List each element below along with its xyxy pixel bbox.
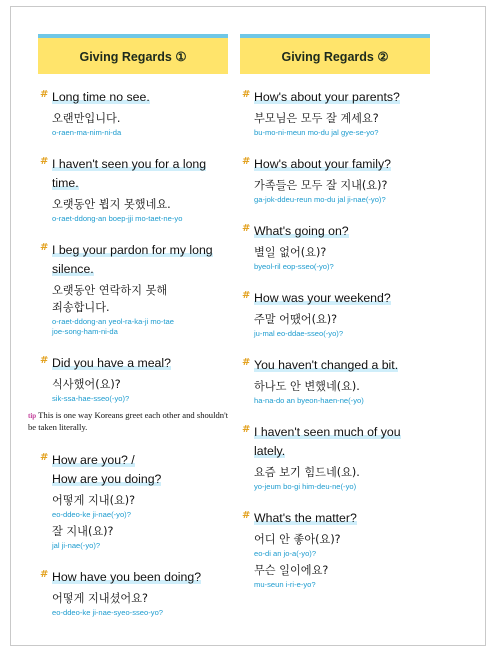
bullet-icon: # [40,242,49,253]
korean-phrase: 오랜만입니다. [52,112,121,125]
romanization: bu-mo-ni-meun mo-du jal gye-se-yo? [254,128,379,137]
bullet-icon: # [242,89,251,100]
romanization: ju-mal eo-ddae-sseo(-yo)? [254,329,344,338]
korean-phrase: 어디 안 좋아(요)? [254,533,341,546]
phrase-entry [242,509,430,590]
section-header-left [38,34,228,74]
korean-phrase: 식사했어(요)? [52,378,121,391]
korean-phrase: 어떻게 지내셨어요? [52,592,148,605]
bullet-icon: # [40,89,49,100]
romanization: eo-ddeo-ke ji-nae-syeo-sseo-yo? [52,608,164,617]
bullet-icon: # [242,510,251,521]
phrase-entry [242,155,430,205]
english-phrase: You haven't changed a bit. [254,358,399,372]
romanization: o-raet-ddong-an yeol-ra-ka-ji mo-tae joe-song-ham-ni-da [52,317,174,336]
phrase-entry [40,451,228,551]
english-phrase: How's about your family? [254,157,391,171]
korean-phrase: 별일 없어(요)? [254,246,327,259]
bullet-icon: # [242,156,251,167]
korean-phrase: 어떻게 지내(요)? [52,494,136,507]
english-phrase: I haven't seen you for a long time. [52,157,207,190]
bullet-icon: # [40,156,49,167]
romanization: ga-jok-ddeu-reun mo-du jal ji-nae(-yo)? [254,195,386,204]
section-title: Giving Regards ① [79,49,187,64]
english-phrase: Long time no see. [52,90,150,104]
phrase-entry [242,88,430,138]
phrase-entry [40,155,228,224]
bullet-icon: # [242,424,251,435]
korean-phrase-alt: 잘 지내(요)? [52,525,114,538]
korean-phrase: 가족들은 모두 잘 지내(요)? [254,179,388,192]
phrase-list-right [240,74,430,590]
korean-phrase: 주말 어땠어(요)? [254,313,338,326]
tip-icon: tip [28,412,37,420]
korean-phrase: 오랫동안 뵙지 못했네요. [52,198,171,211]
english-phrase: I beg your pardon for my long silence. [52,243,213,276]
phrase-entry [40,354,228,404]
column-right [240,34,430,607]
romanization: o-raen-ma-nim-ni-da [52,128,122,137]
romanization-alt: mu-seun i-ri-e-yo? [254,580,316,589]
bullet-icon: # [40,355,49,366]
phrase-entry [242,289,430,339]
romanization: ha-na-do an byeon-haen-ne(-yo) [254,396,364,405]
korean-phrase: 요즘 보기 힘드네(요). [254,466,360,479]
bullet-icon: # [242,357,251,368]
english-phrase: What's going on? [254,224,349,238]
cultural-note: tip This is one way Koreans greet each other and shouldn't be taken literally. [28,410,229,432]
bullet-icon: # [242,223,251,234]
romanization: yo-jeum bo-gi him-deu-ne(-yo) [254,482,357,491]
romanization: eo-di an jo-a(-yo)? [254,549,317,558]
phrase-entry [242,222,430,272]
english-phrase: What's the matter? [254,511,357,525]
romanization: sik-ssa-hae-sseo(-yo)? [52,394,130,403]
bullet-icon: # [40,569,49,580]
romanization-alt: jal ji-nae(-yo)? [52,541,101,550]
column-left [28,34,229,635]
romanization: o-raet-ddong-an boep-jji mo-taet-ne-yo [52,214,183,223]
bullet-icon: # [40,452,49,463]
section-header-right [240,34,430,74]
romanization: byeol-ril eop-sseo(-yo)? [254,262,334,271]
korean-phrase: 하나도 안 변했네(요). [254,380,360,393]
english-phrase: I haven't seen much of you lately. [254,425,401,458]
english-phrase: How was your weekend? [254,291,391,305]
section-title: Giving Regards ② [281,49,389,64]
phrase-entry [40,568,228,618]
romanization: eo-ddeo-ke ji-nae(-yo)? [52,510,131,519]
phrase-list-left [28,74,229,618]
phrase-entry [40,88,228,138]
korean-phrase: 부모님은 모두 잘 계세요? [254,112,379,125]
phrase-entry [242,356,430,406]
korean-phrase: 오랫동안 연락하지 못해 죄송합니다. [52,284,168,314]
english-phrase: How have you been doing? [52,570,202,584]
english-phrase: Did you have a meal? [52,356,171,370]
phrase-entry [242,423,430,492]
korean-phrase-alt: 무슨 일이에요? [254,564,329,577]
english-phrase: How's about your parents? [254,90,400,104]
bullet-icon: # [242,290,251,301]
english-phrase: How are you? / How are you doing? [52,453,162,486]
phrase-entry [40,241,228,337]
